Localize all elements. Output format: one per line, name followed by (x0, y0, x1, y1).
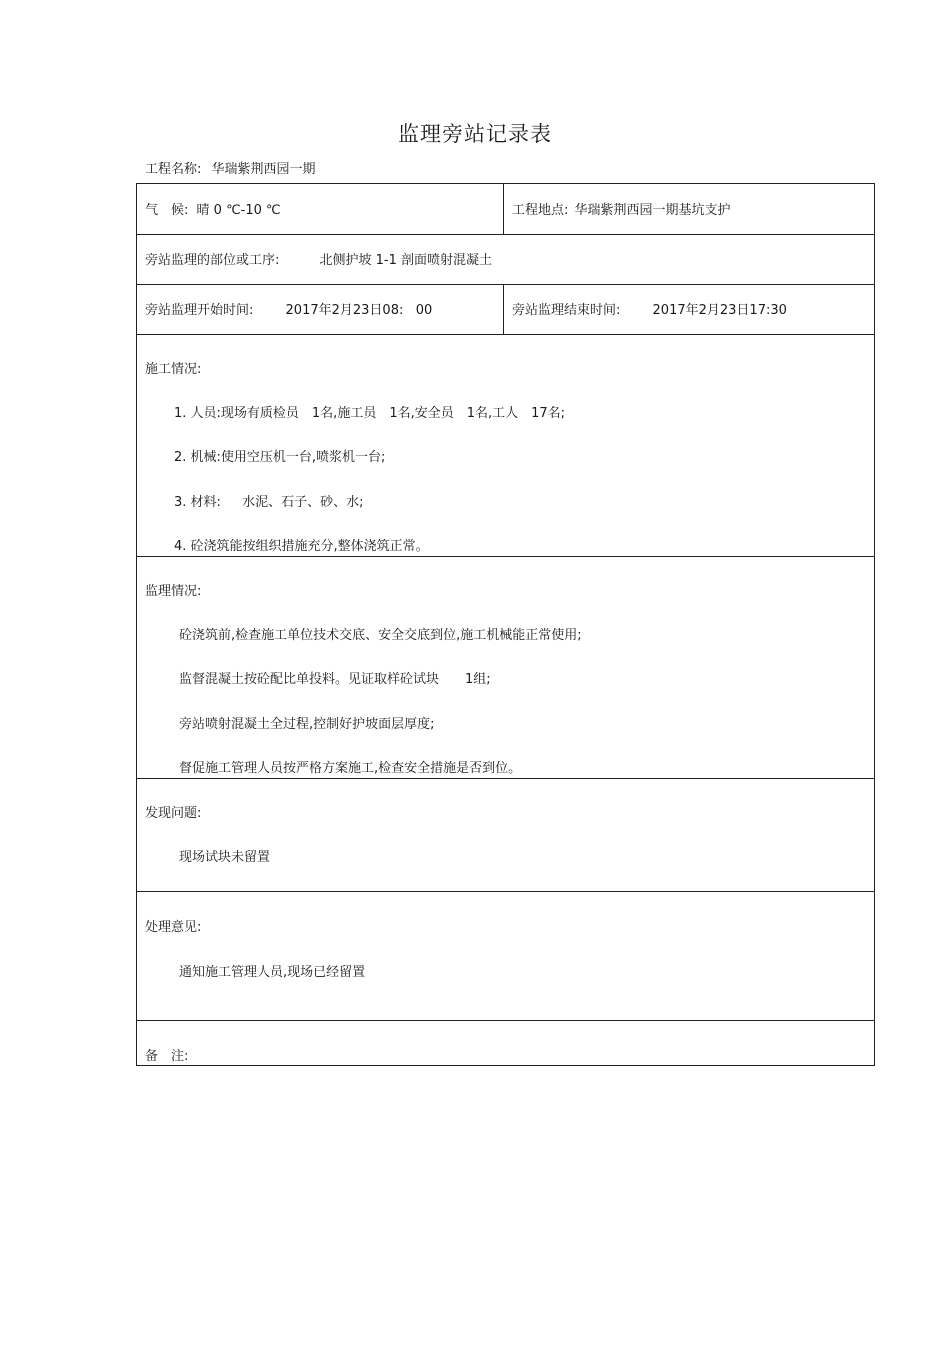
row-construction (137, 335, 874, 557)
problems-text: 现场试块未留置 (179, 850, 271, 865)
record-form (136, 183, 875, 1066)
part-value: 北侧护坡 1-1 剖面喷射混凝土 (319, 253, 493, 268)
start-time-cell (145, 299, 432, 318)
row-climate-location (137, 184, 874, 235)
construction-label: 施工情况: (145, 362, 202, 377)
climate-label: 气 候: (145, 203, 189, 218)
handling-label: 处理意见: (145, 920, 202, 935)
construction-item: 1. 人员:现场有质检员 1名,施工员 1名,安全员 1名,工人 17名; (174, 406, 566, 421)
construction-item: 2. 机械:使用空压机一台,喷浆机一台; (174, 450, 386, 465)
supervision-item: 监督混凝土按砼配比单投料。见证取样砼试块 1组; (179, 672, 491, 687)
construction-item: 3. 材料: 水泥、石子、砂、水; (174, 495, 364, 510)
location-value: 华瑞紫荆西园一期基坑支护 (574, 203, 731, 218)
start-time-value: 2017年2月23日08: 00 (285, 303, 433, 318)
row-handling (137, 892, 874, 1021)
row-part (137, 235, 874, 285)
part-label: 旁站监理的部位或工序: (145, 253, 280, 268)
climate-value: 晴 0 ℃-10 ℃ (196, 203, 281, 218)
climate-cell (145, 199, 281, 218)
supervision-label: 监理情况: (145, 584, 202, 599)
location-cell (512, 199, 731, 218)
supervision-item: 旁站喷射混凝土全过程,控制好护坡面层厚度; (179, 717, 435, 732)
row-times (137, 285, 874, 335)
project-name-value: 华瑞紫荆西园一期 (211, 162, 316, 177)
remarks-label: 备 注: (145, 1049, 189, 1064)
handling-text: 通知施工管理人员,现场已经留置 (179, 965, 366, 980)
supervision-item: 砼浇筑前,检查施工单位技术交底、安全交底到位,施工机械能正常使用; (179, 628, 582, 643)
end-time-label: 旁站监理结束时间: (512, 303, 621, 318)
column-divider (503, 285, 504, 334)
part-cell (145, 249, 492, 268)
row-supervision (137, 557, 874, 779)
project-name-line (145, 158, 316, 177)
construction-item: 4. 砼浇筑能按组织措施充分,整体浇筑正常。 (174, 539, 429, 554)
location-label: 工程地点: (512, 203, 569, 218)
end-time-cell (512, 299, 787, 318)
supervision-item: 督促施工管理人员按严格方案施工,检查安全措施是否到位。 (179, 761, 522, 776)
column-divider (503, 184, 504, 234)
row-remarks (137, 1021, 874, 1065)
project-name-label: 工程名称: (145, 162, 202, 177)
start-time-label: 旁站监理开始时间: (145, 303, 254, 318)
end-time-value: 2017年2月23日17:30 (652, 303, 787, 318)
problems-label: 发现问题: (145, 806, 202, 821)
page-title: 监理旁站记录表 (398, 122, 552, 146)
row-problems (137, 779, 874, 892)
